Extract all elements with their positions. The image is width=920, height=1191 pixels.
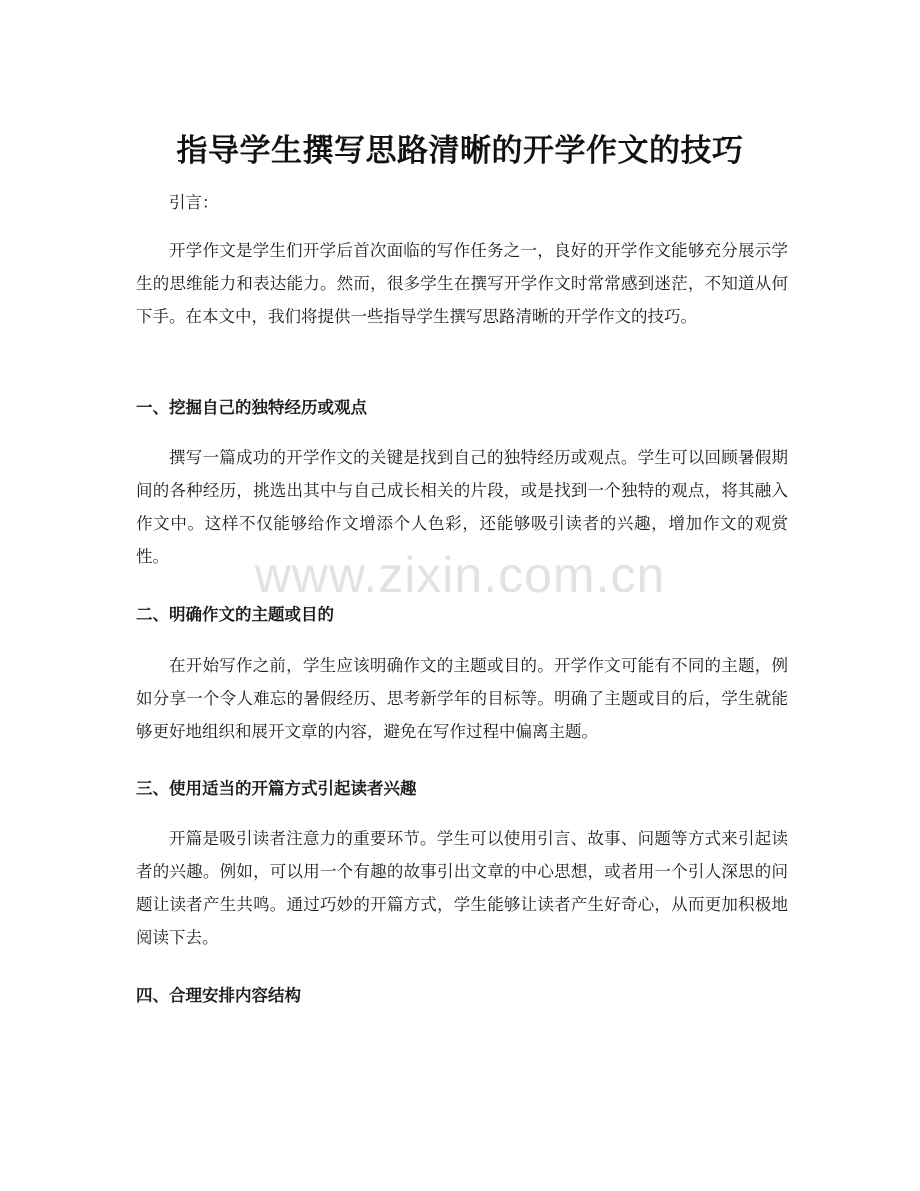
section-1-body: 撰写一篇成功的开学作文的关键是找到自己的独特经历或观点。学生可以回顾暑假期间的各种经历，挑选出其中与自己成长相关的片段，或是找到一个独特的观点，将其融入作文中。这样不仅能够给作文增添个人色彩，还能够吸引读者的兴趣，增加作文的观赏性。 xyxy=(136,448,788,566)
section-3-body: 开篇是吸引读者注意力的重要环节。学生可以使用引言、故事、问题等方式来引起读者的兴趣。例如，可以用一个有趣的故事引出文章的中心思想，或者用一个引人深思的问题让读者产生共鸣。通过巧妙的开篇方式，学生能够让读者产生好奇心，从而更加积极地阅读下去。 xyxy=(136,829,788,947)
section-1-heading: 一、挖掘自己的独特经历或观点 xyxy=(136,398,367,417)
section-2-heading: 二、明确作文的主题或目的 xyxy=(136,605,334,624)
watermark: www.zixin.com.cn xyxy=(254,547,666,603)
section-4-heading: 四、合理安排内容结构 xyxy=(136,986,301,1005)
document-title: 指导学生撰写思路清晰的开学作文的技巧 xyxy=(176,132,744,169)
section-2-body: 在开始写作之前，学生应该明确作文的主题或目的。开学作文可能有不同的主题，例如分享一个令人难忘的暑假经历、思考新学年的目标等。明确了主题或目的后，学生就能够更好地组织和展开文章的内容，避免在写作过程中偏离主题。 xyxy=(136,656,788,741)
intro-label: 引言： xyxy=(169,193,219,212)
section-3-heading: 三、使用适当的开篇方式引起读者兴趣 xyxy=(136,779,417,798)
intro-paragraph: 开学作文是学生们开学后首次面临的写作任务之一，良好的开学作文能够充分展示学生的思维能力和表达能力。然而，很多学生在撰写开学作文时常常感到迷茫，不知道从何下手。在本文中，我们将提供一些指导学生撰写思路清晰的开学作文的技巧。 xyxy=(136,241,788,326)
